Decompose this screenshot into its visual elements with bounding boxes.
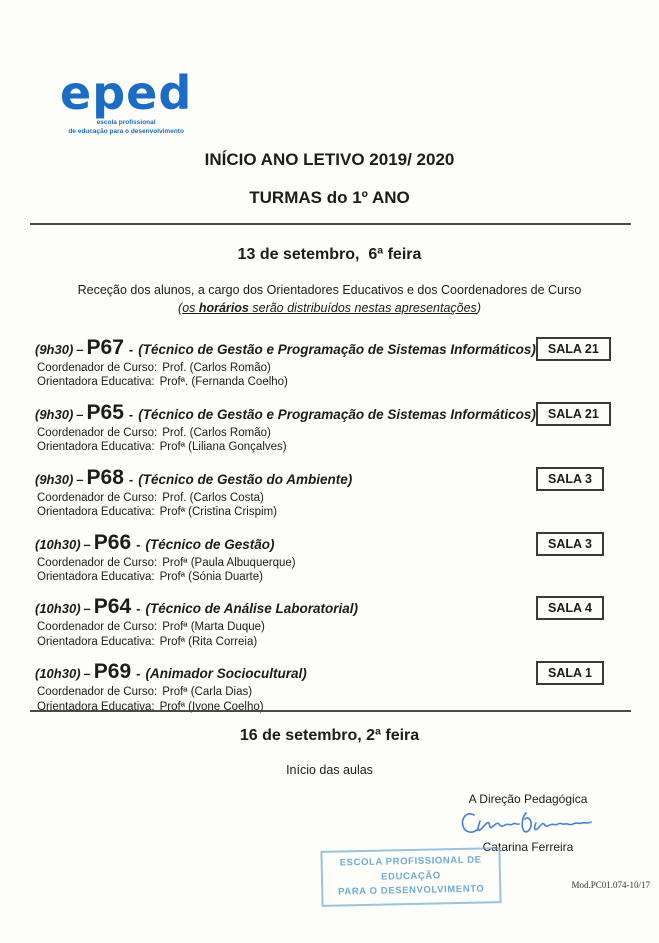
- entry-left: [35, 595, 358, 649]
- hyphen-separator: -: [128, 471, 134, 487]
- document-subtitle: TURMAS do 1º ANO: [249, 188, 410, 207]
- entry-left: [35, 466, 352, 520]
- entry-time: (10h30): [35, 536, 81, 552]
- signature-name: Catarina Ferreira: [482, 840, 574, 854]
- advisor-line: [37, 635, 358, 649]
- entry-course-name: (Técnico de Gestão): [145, 536, 275, 552]
- advisor-name: Profª. (Fernanda Coelho): [159, 376, 288, 389]
- entry-class-code: P69: [93, 660, 132, 684]
- advisor-label: Orientadora Educativa:: [37, 700, 155, 713]
- note-close-paren: ): [476, 301, 481, 316]
- advisor-name: Profª (Liliana Gonçalves): [159, 441, 287, 454]
- coordinator-name: Profª (Marta Duque): [162, 621, 265, 634]
- dash-separator: –: [76, 342, 84, 357]
- entry-time: (9h30): [35, 342, 74, 357]
- dash-separator: –: [83, 666, 91, 682]
- coordinator-line: [37, 556, 296, 570]
- logo-tagline-line2: de educação para o desenvolvimento: [68, 128, 184, 136]
- advisor-line: [37, 570, 296, 584]
- entry-heading: [35, 660, 307, 683]
- coordinator-line: [37, 685, 307, 699]
- entry-left: [35, 660, 307, 714]
- advisor-name: Profª (Cristina Crispim): [159, 506, 277, 519]
- class-entry-p67: [35, 336, 604, 390]
- document-title: INÍCIO ANO LETIVO 2019/ 2020: [204, 150, 455, 169]
- hyphen-separator: -: [136, 536, 141, 552]
- coordinator-label: Coordenador de Curso:: [37, 491, 158, 504]
- advisor-label: Orientadora Educativa:: [37, 441, 155, 454]
- advisor-name: Profª (Sónia Duarte): [159, 571, 263, 583]
- coordinator-name: Prof. (Carlos Romão): [162, 362, 271, 375]
- class-entry-list: [35, 336, 604, 725]
- signature-image: [458, 807, 598, 839]
- date-heading-16-september: 16 de setembro, 2ª feira: [239, 727, 420, 744]
- hyphen-separator: -: [136, 666, 141, 682]
- coordinator-label: Coordenador de Curso:: [37, 686, 158, 699]
- entry-course-name: (Animador Sociocultural): [145, 666, 307, 682]
- entry-course-name: (Técnico de Gestão e Programação de Sistemas Informáticos): [138, 342, 536, 357]
- hyphen-separator: -: [128, 406, 134, 422]
- entry-class-code: P68: [86, 465, 124, 489]
- entry-course-name: (Técnico de Análise Laboratorial): [145, 601, 359, 617]
- coordinator-line: [37, 620, 358, 634]
- entry-heading: [35, 336, 536, 359]
- room-badge: SALA 21: [536, 337, 611, 361]
- logo-wordmark: eped: [60, 66, 193, 120]
- coordinator-name: Prof. (Carlos Romão): [162, 426, 271, 439]
- horizontal-rule-top: [30, 223, 631, 225]
- advisor-label: Orientadora Educativa:: [37, 571, 155, 583]
- entry-heading: [35, 466, 352, 489]
- advisor-name: Profª (Rita Correia): [159, 635, 258, 648]
- entry-time: (10h30): [35, 666, 81, 682]
- entry-class-code: P65: [86, 400, 124, 424]
- dash-separator: –: [83, 536, 91, 552]
- date-heading-13-september: 13 de setembro, 6ª feira: [237, 246, 422, 263]
- entry-class-code: P66: [93, 530, 132, 554]
- entry-class-code: P67: [86, 336, 124, 359]
- horizontal-rule-bottom: [30, 710, 631, 712]
- coordinator-label: Coordenador de Curso:: [37, 426, 158, 439]
- coordinator-line: [37, 491, 352, 505]
- class-entry-p69: [35, 660, 604, 714]
- coordinator-line: [37, 426, 536, 440]
- advisor-label: Orientadora Educativa:: [37, 635, 155, 648]
- coordinator-name: Profª (Carla Dias): [162, 686, 253, 699]
- note-bold-word: horários: [198, 301, 249, 316]
- coordinator-label: Coordenador de Curso:: [37, 621, 158, 634]
- coordinator-name: Prof. (Carlos Costa): [162, 491, 264, 504]
- entry-class-code: P64: [93, 595, 132, 619]
- advisor-line: [37, 375, 536, 389]
- class-entry-p68: [35, 466, 604, 520]
- room-badge: SALA 21: [536, 402, 611, 426]
- school-stamp: [320, 847, 501, 907]
- coordinator-label: Coordenador de Curso:: [37, 556, 158, 569]
- advisor-label: Orientadora Educativa:: [37, 506, 155, 519]
- document-model-code: Mod.PC01.074-10/17: [571, 880, 650, 890]
- room-badge: SALA 1: [536, 661, 604, 685]
- entry-heading: [35, 595, 358, 618]
- entry-course-name: (Técnico de Gestão do Ambiente): [138, 471, 353, 487]
- signature-block: [447, 792, 609, 854]
- logo-tagline-line1: escola profissional: [96, 119, 156, 126]
- reception-intro: [0, 281, 659, 317]
- school-logo: [60, 66, 193, 136]
- entry-time: (9h30): [35, 471, 74, 487]
- room-badge: SALA 3: [536, 467, 604, 491]
- hyphen-separator: -: [128, 342, 134, 357]
- room-badge: SALA 3: [536, 532, 604, 556]
- advisor-line: [37, 505, 352, 519]
- entry-left: [35, 401, 536, 455]
- entry-time: (9h30): [35, 406, 74, 422]
- stamp-line1: ESCOLA PROFISSIONAL DE EDUCAÇÃO: [339, 854, 482, 883]
- signature-role: A Direção Pedagógica: [468, 792, 588, 806]
- hyphen-separator: -: [136, 601, 141, 617]
- advisor-label: Orientadora Educativa:: [37, 376, 155, 389]
- room-badge: SALA 4: [536, 596, 604, 620]
- reception-intro-line: Receção dos alunos, a cargo dos Orientadores Educativos e dos Coordenadores de Curso: [77, 283, 582, 297]
- entry-heading: [35, 401, 536, 424]
- title-block: [0, 150, 659, 208]
- dash-separator: –: [76, 406, 84, 422]
- reception-note: [0, 299, 659, 317]
- entry-left: [35, 336, 536, 390]
- advisor-name: Profª (Ivone Coelho): [159, 700, 264, 713]
- logo-tagline: [60, 118, 192, 136]
- entry-left: [35, 531, 296, 585]
- class-entry-p66: [35, 531, 604, 585]
- class-entry-p64: [35, 595, 604, 649]
- dash-separator: –: [83, 601, 91, 617]
- coordinator-label: Coordenador de Curso:: [37, 362, 158, 375]
- advisor-line: [37, 440, 536, 454]
- note-prefix: os: [182, 301, 199, 316]
- coordinator-name: Profª (Paula Albuquerque): [162, 556, 296, 569]
- entry-time: (10h30): [35, 601, 81, 617]
- coordinator-line: [37, 361, 536, 375]
- class-entry-p65: [35, 401, 604, 455]
- note-open-paren: (: [178, 301, 183, 316]
- note-rest: serão distribuídos nestas apresentações: [248, 301, 477, 316]
- stamp-line2: PARA O DESENVOLVIMENTO: [337, 883, 485, 898]
- classes-start-text: Início das aulas: [286, 763, 373, 777]
- entry-heading: [35, 531, 296, 554]
- dash-separator: –: [76, 471, 84, 487]
- entry-course-name: (Técnico de Gestão e Programação de Sistemas Informáticos): [138, 406, 536, 422]
